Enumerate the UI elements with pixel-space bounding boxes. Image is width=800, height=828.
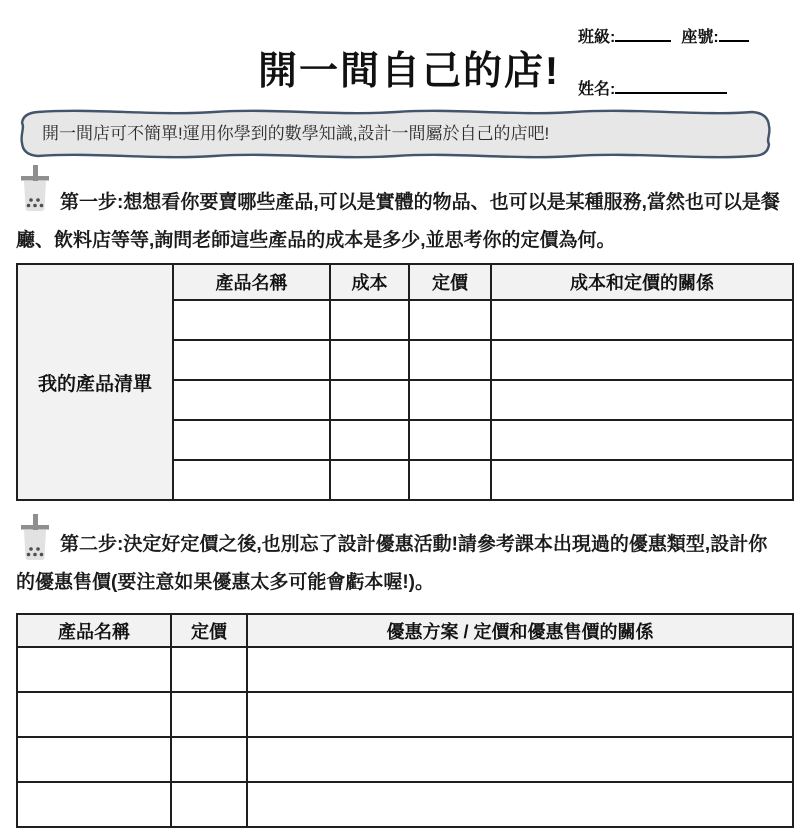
table-cell (171, 782, 247, 827)
name-row (578, 76, 793, 102)
table-cell (330, 380, 409, 420)
seat-blank-line (719, 24, 749, 42)
class-label: 班級: (578, 29, 616, 46)
table-row (17, 737, 793, 782)
table-cell (173, 380, 330, 420)
table1-header-product-name: 產品名稱 (173, 264, 330, 300)
table-cell (247, 647, 793, 692)
table-cell (247, 692, 793, 737)
table-cell (171, 692, 247, 737)
table-cell (173, 460, 330, 500)
table-cell (409, 460, 491, 500)
table-row (17, 692, 793, 737)
name-label: 姓名: (578, 81, 616, 98)
table-cell (409, 300, 491, 340)
table-cell (173, 340, 330, 380)
table-cell (173, 420, 330, 460)
product-list-table (16, 263, 794, 501)
name-blank-line (615, 76, 727, 94)
step-2-instructions: 第二步:決定好定價之後,也別忘了設計優惠活動!請參考課本出現過的優惠類型,設計你的優惠售價(要注意如果優惠太多可能會虧本喔!)。 (16, 534, 768, 593)
table-cell (171, 647, 247, 692)
table-cell (247, 737, 793, 782)
student-info-fields (578, 24, 793, 102)
table-cell (17, 647, 171, 692)
intro-banner-text: 開一間店可不簡單!運用你學到的數學知識,設計一間屬於自己的店吧! (42, 124, 550, 143)
table-cell (491, 340, 793, 380)
discount-table (16, 613, 794, 828)
table-cell (330, 420, 409, 460)
table-cell (173, 300, 330, 340)
table-cell (17, 692, 171, 737)
table-cell (171, 737, 247, 782)
step-1-instructions: 第一步:想想看你要賣哪些產品,可以是實體的物品、也可以是某種服務,當然也可以是餐廳、飲料店等等,詢問老師這些產品的成本是多少,並思考你的定價為何。 (16, 192, 780, 251)
table-cell (330, 340, 409, 380)
table1-header-relation: 成本和定價的關係 (491, 264, 793, 300)
seat-label: 座號: (681, 29, 719, 46)
class-seat-row (578, 24, 793, 50)
table-cell (409, 380, 491, 420)
table-cell (409, 420, 491, 460)
table-cell (330, 300, 409, 340)
table1-header-cost: 成本 (330, 264, 409, 300)
page-title: 開一間自己的店! (258, 50, 560, 93)
table-cell (491, 460, 793, 500)
table-cell (491, 420, 793, 460)
class-blank-line (615, 24, 671, 42)
table2-header-product-name: 產品名稱 (17, 614, 171, 647)
table-row (17, 647, 793, 692)
table-cell (491, 300, 793, 340)
table-cell (330, 460, 409, 500)
table2-header-price: 定價 (171, 614, 247, 647)
table-cell (17, 782, 171, 827)
table-cell (17, 737, 171, 782)
table-cell (247, 782, 793, 827)
table-cell (491, 380, 793, 420)
table2-header-discount-relation: 優惠方案 / 定價和優惠售價的關係 (247, 614, 793, 647)
table1-side-label: 我的產品清單 (17, 264, 173, 500)
table-cell (409, 340, 491, 380)
intro-banner (14, 106, 778, 162)
table-row (17, 782, 793, 827)
table1-header-price: 定價 (409, 264, 491, 300)
